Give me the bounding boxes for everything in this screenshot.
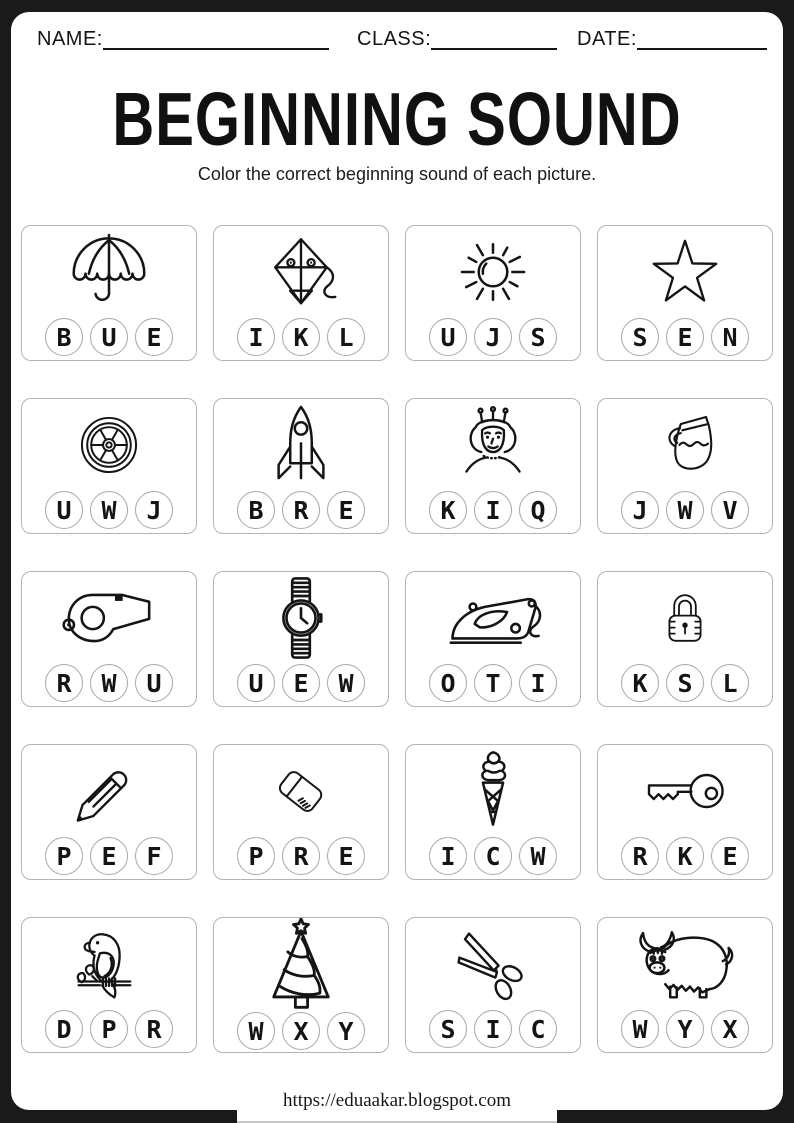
umbrella-icon: [22, 226, 196, 318]
umbrella-icon: [66, 230, 152, 314]
footer-tab: [237, 1085, 557, 1123]
parrot-icon: [22, 918, 196, 1010]
whistle-icon: [62, 587, 156, 649]
letter-options: [237, 664, 365, 702]
rocket-icon: [214, 399, 388, 491]
letter-option-Y[interactable]: Y: [666, 1010, 704, 1048]
letter-options: [237, 1012, 365, 1050]
sound-card: [21, 225, 197, 361]
wheel-icon: [22, 399, 196, 491]
kite-icon: [262, 230, 340, 314]
letter-option-O[interactable]: O: [429, 664, 467, 702]
letter-options: [45, 664, 173, 702]
letter-options: [45, 837, 173, 875]
sound-card: [597, 398, 773, 534]
rocket-icon: [272, 401, 330, 489]
letter-option-S[interactable]: S: [429, 1010, 467, 1048]
letter-option-R[interactable]: R: [45, 664, 83, 702]
iron-icon: [444, 583, 542, 653]
sound-card: [597, 571, 773, 707]
iron-icon: [406, 572, 580, 664]
letter-option-N[interactable]: N: [711, 318, 749, 356]
letter-option-R[interactable]: R: [282, 837, 320, 875]
letter-option-E[interactable]: E: [282, 664, 320, 702]
letter-option-E[interactable]: E: [135, 318, 173, 356]
letter-option-W[interactable]: W: [237, 1012, 275, 1050]
class-field-line[interactable]: [431, 28, 557, 50]
letter-option-P[interactable]: P: [237, 837, 275, 875]
letter-option-W[interactable]: W: [90, 491, 128, 529]
parrot-icon: [71, 920, 147, 1008]
class-label: CLASS:: [357, 28, 432, 50]
letter-option-V[interactable]: V: [711, 491, 749, 529]
letter-option-U[interactable]: U: [237, 664, 275, 702]
ice-cream-icon: [406, 745, 580, 837]
whistle-icon: [22, 572, 196, 664]
queen-icon: [452, 406, 534, 484]
letter-option-L[interactable]: L: [327, 318, 365, 356]
letter-options: [237, 318, 365, 356]
letter-options: [621, 837, 749, 875]
letter-option-I[interactable]: I: [474, 1010, 512, 1048]
sound-card: [21, 571, 197, 707]
wheel-icon: [76, 412, 142, 478]
letter-options: [237, 837, 365, 875]
watch-icon: [214, 572, 388, 664]
sun-icon: [406, 226, 580, 318]
letter-options: [45, 318, 173, 356]
sound-card: [597, 744, 773, 880]
letter-option-E[interactable]: E: [711, 837, 749, 875]
sound-card: [213, 398, 389, 534]
star-icon: [644, 233, 726, 311]
letter-option-U[interactable]: U: [429, 318, 467, 356]
letter-options: [45, 1010, 173, 1048]
header-row: [11, 28, 783, 58]
name-label: NAME:: [37, 28, 103, 50]
sound-card: [405, 571, 581, 707]
letter-option-K[interactable]: K: [429, 491, 467, 529]
sound-card: [21, 744, 197, 880]
date-label: DATE:: [577, 28, 637, 50]
letter-option-J[interactable]: J: [621, 491, 659, 529]
key-icon: [641, 766, 729, 816]
letter-option-C[interactable]: C: [519, 1010, 557, 1048]
watch-icon: [279, 572, 323, 664]
letter-option-W[interactable]: W: [666, 491, 704, 529]
sound-card: [405, 744, 581, 880]
sound-card: [597, 225, 773, 361]
letter-option-K[interactable]: K: [666, 837, 704, 875]
letter-option-W[interactable]: W: [519, 837, 557, 875]
letter-option-E[interactable]: E: [90, 837, 128, 875]
letter-option-K[interactable]: K: [621, 664, 659, 702]
letter-option-E[interactable]: E: [327, 491, 365, 529]
lock-icon: [598, 572, 772, 664]
letter-option-B[interactable]: B: [237, 491, 275, 529]
letter-option-K[interactable]: K: [282, 318, 320, 356]
letter-option-W[interactable]: W: [621, 1010, 659, 1048]
letter-option-S[interactable]: S: [519, 318, 557, 356]
worksheet-page: [11, 12, 783, 1110]
letter-options: [237, 491, 365, 529]
letter-option-Q[interactable]: Q: [519, 491, 557, 529]
letter-options: [45, 491, 173, 529]
sound-card: [213, 225, 389, 361]
scissors-icon: [406, 918, 580, 1010]
letter-option-P[interactable]: P: [45, 837, 83, 875]
eraser-icon: [214, 745, 388, 837]
sound-card: [213, 744, 389, 880]
jug-icon: [598, 399, 772, 491]
letter-option-U[interactable]: U: [135, 664, 173, 702]
kite-icon: [214, 226, 388, 318]
letter-option-B[interactable]: B: [45, 318, 83, 356]
name-field: [37, 28, 329, 50]
christmas-tree-icon: [214, 918, 388, 1012]
pencil-icon: [70, 752, 148, 830]
page-title: BEGINNING SOUND: [112, 77, 682, 162]
ice-cream-icon: [472, 745, 514, 837]
jug-icon: [650, 403, 720, 487]
letter-option-I[interactable]: I: [474, 491, 512, 529]
letter-option-J[interactable]: J: [135, 491, 173, 529]
letter-option-R[interactable]: R: [135, 1010, 173, 1048]
letter-option-W[interactable]: W: [90, 664, 128, 702]
letter-option-C[interactable]: C: [474, 837, 512, 875]
sound-card: [213, 571, 389, 707]
letter-option-U[interactable]: U: [90, 318, 128, 356]
letter-options: [621, 1010, 749, 1048]
letter-option-D[interactable]: D: [45, 1010, 83, 1048]
letter-option-R[interactable]: R: [282, 491, 320, 529]
letter-options: [429, 318, 557, 356]
letter-option-S[interactable]: S: [621, 318, 659, 356]
letter-options: [621, 664, 749, 702]
letter-option-E[interactable]: E: [327, 837, 365, 875]
name-field-line[interactable]: [103, 28, 329, 50]
letter-option-U[interactable]: U: [45, 491, 83, 529]
instructions: Color the correct beginning sound of each picture.: [197, 164, 597, 184]
letter-option-J[interactable]: J: [474, 318, 512, 356]
letter-options: [429, 1010, 557, 1048]
sound-card: [405, 398, 581, 534]
queen-icon: [406, 399, 580, 491]
letter-options: [429, 491, 557, 529]
letter-options: [429, 664, 557, 702]
sound-card: [21, 398, 197, 534]
key-icon: [598, 745, 772, 837]
letter-options: [621, 318, 749, 356]
letter-option-R[interactable]: R: [621, 837, 659, 875]
letter-option-E[interactable]: E: [666, 318, 704, 356]
lock-icon: [661, 587, 709, 649]
sound-card: [21, 917, 197, 1053]
letter-option-X[interactable]: X: [711, 1010, 749, 1048]
sound-card: [405, 225, 581, 361]
footer-url: https://eduaakar.blogspot.com: [283, 1090, 511, 1111]
letter-option-Y[interactable]: Y: [327, 1012, 365, 1050]
letter-option-I[interactable]: I: [519, 664, 557, 702]
pencil-icon: [22, 745, 196, 837]
sun-icon: [451, 230, 535, 314]
letter-options: [429, 837, 557, 875]
sound-card: [405, 917, 581, 1053]
letter-option-W[interactable]: W: [327, 664, 365, 702]
letter-option-T[interactable]: T: [474, 664, 512, 702]
star-icon: [598, 226, 772, 318]
letter-option-I[interactable]: I: [429, 837, 467, 875]
letter-options: [621, 491, 749, 529]
eraser-icon: [268, 755, 334, 827]
yak-icon: [634, 923, 736, 1005]
christmas-tree-icon: [268, 918, 334, 1012]
letter-option-S[interactable]: S: [666, 664, 704, 702]
letter-option-X[interactable]: X: [282, 1012, 320, 1050]
class-field: [357, 28, 557, 50]
scissors-icon: [450, 924, 536, 1004]
yak-icon: [598, 918, 772, 1010]
date-field: [577, 28, 767, 50]
sound-card: [597, 917, 773, 1053]
date-field-line[interactable]: [637, 28, 767, 50]
letter-option-L[interactable]: L: [711, 664, 749, 702]
letter-option-P[interactable]: P: [90, 1010, 128, 1048]
letter-option-I[interactable]: I: [237, 318, 275, 356]
letter-option-F[interactable]: F: [135, 837, 173, 875]
card-grid: [21, 225, 773, 1053]
sound-card: [213, 917, 389, 1053]
